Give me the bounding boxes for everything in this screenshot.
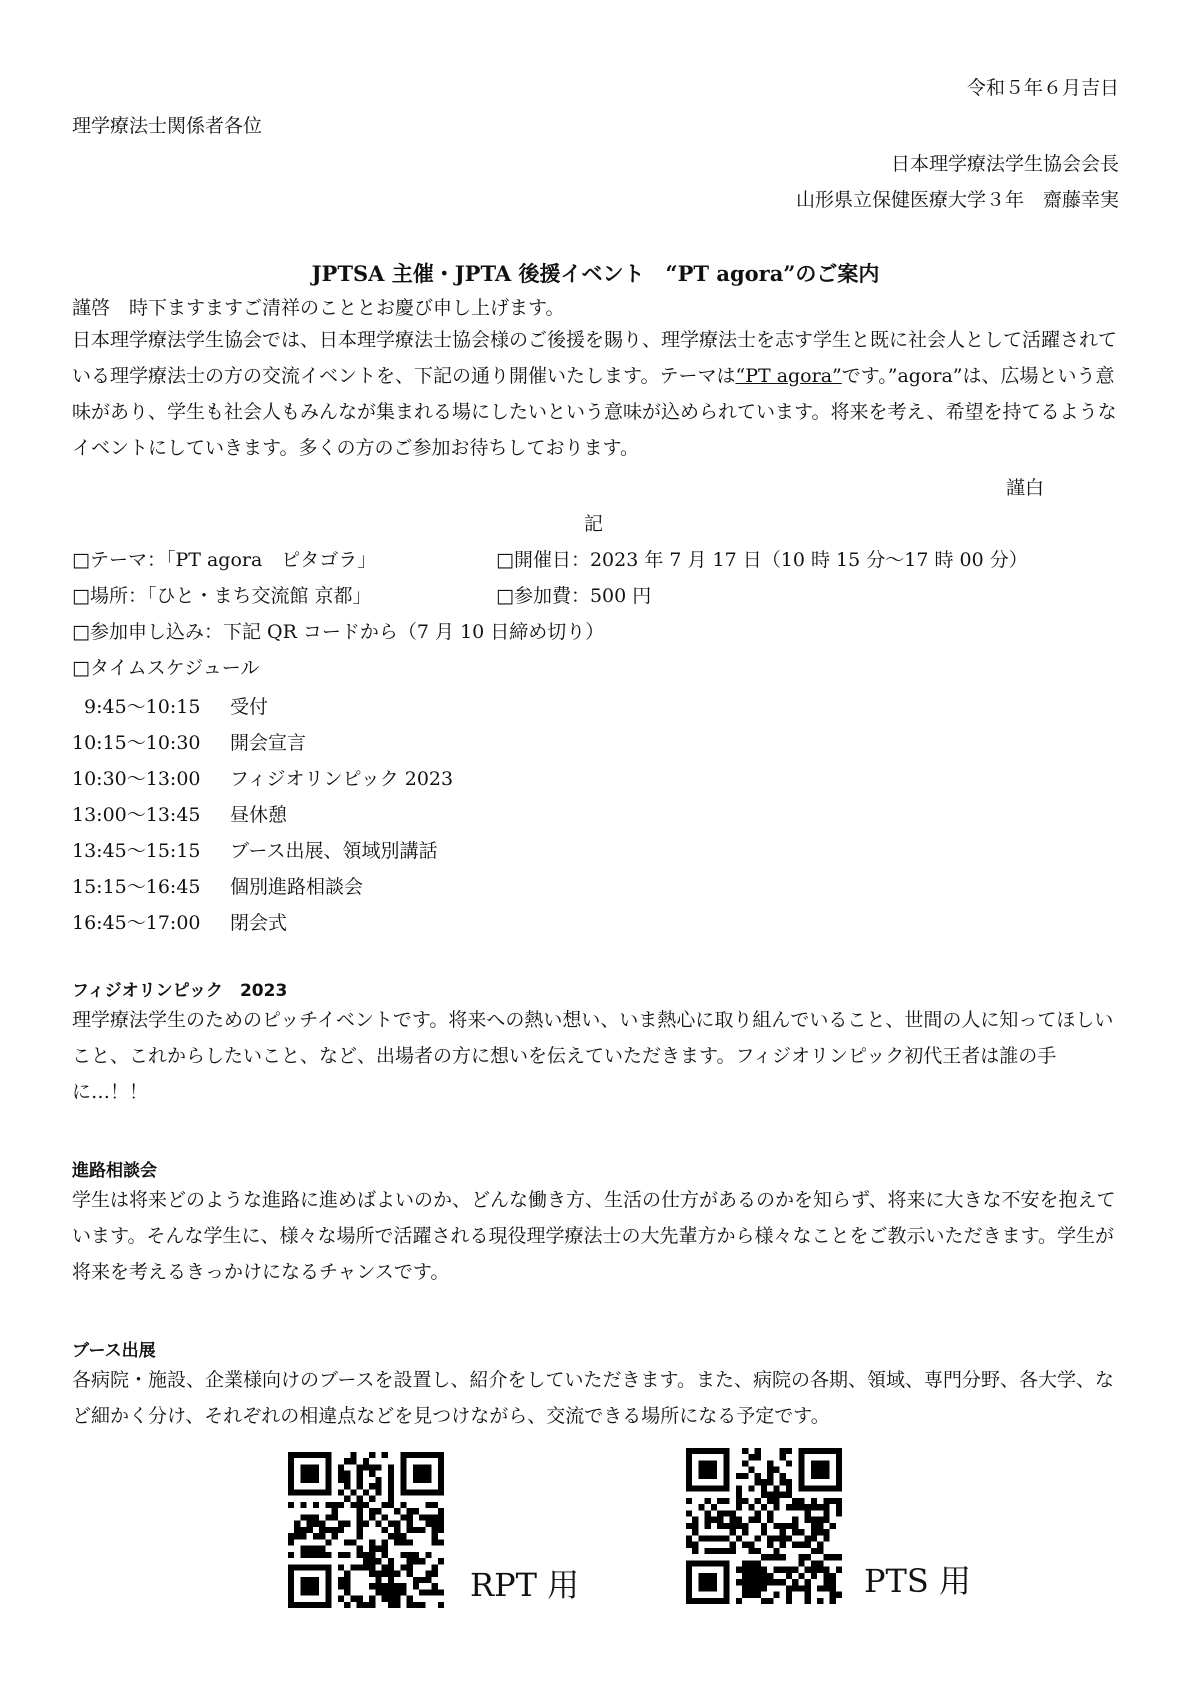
section-heading-booth: ブース出展	[72, 1341, 156, 1361]
greeting: 謹啓 時下ますますご清祥のこととお慶び申し上げます。	[72, 297, 565, 319]
closing-word: 謹白	[1006, 477, 1045, 499]
schedule-time: 9:45～10:15	[84, 696, 201, 718]
section-body-career: 学生は将来どのような進路に進めばよいのか、どんな働き方、生活の仕方があるのかを知らず、将来に大きな不安を抱えています。そんな学生に、様々な場所で活躍される現役理学療法士の大先輩方から様々なことをご教示いただきます。学生が将来を考えるきっかけになるチャンスです。	[72, 1189, 1116, 1283]
qr-label-rpt: RPT 用	[470, 1566, 580, 1604]
schedule-time: 10:30～13:00	[72, 768, 201, 790]
qr-label-pts: PTS 用	[864, 1562, 971, 1600]
detail-venue: □場所：「ひと・まち交流館 京都」	[72, 585, 372, 607]
schedule-time: 13:00～13:45	[72, 804, 201, 826]
sender-title: 日本理学療法学生協会会長	[890, 153, 1119, 175]
document-title: JPTSA 主催・JPTA 後援イベント “PT agora”のご案内	[311, 261, 880, 286]
intro-paragraph	[72, 322, 1122, 466]
schedule-label: □タイムスケジュール	[72, 657, 260, 679]
schedule-time: 15:15～16:45	[72, 876, 201, 898]
schedule-item: 個別進路相談会	[230, 876, 364, 898]
section-body-physiolympic: 理学療法学生のためのピッチイベントです。将来への熱い想い、いま熱心に取り組んでいること、世間の人に知ってほしいこと、これからしたいこと、など、出場者の方に想いを伝えていただきます。フィジオリンピック初代王者は誰の手に…！！	[72, 1009, 1114, 1103]
section-heading-career: 進路相談会	[72, 1161, 157, 1181]
qr-code-icon[interactable]	[686, 1448, 842, 1604]
schedule-time: 16:45～17:00	[72, 912, 201, 934]
recipient: 理学療法士関係者各位	[72, 115, 263, 137]
detail-date: □開催日：2023 年 7 月 17 日（10 時 15 分～17 時 00 分）	[496, 549, 1028, 571]
theme-link[interactable]: “PT agora”	[735, 365, 842, 387]
detail-fee: □参加費：500 円	[496, 585, 652, 607]
schedule-item: 開会宣言	[230, 732, 307, 754]
schedule-item: 閉会式	[230, 912, 288, 934]
qr-code-icon[interactable]	[288, 1452, 444, 1608]
schedule-item: 昼休憩	[230, 804, 288, 826]
schedule-time: 13:45～15:15	[72, 840, 201, 862]
ki-mark: 記	[584, 513, 604, 535]
section-body-booth: 各病院・施設、企業様向けのブースを設置し、紹介をしていただきます。また、病院の各期、領域、専門分野、各大学、など細かく分け、それぞれの相違点などを見つけながら、交流できる場所になる予定です。	[72, 1369, 1114, 1427]
detail-theme: □テーマ：「PT agora ピタゴラ」	[72, 549, 377, 571]
intro-text-b: です。”agora”は、広場という意味があり、学生も社会人もみんなが集まれる場にしたいという意味が込められています。将来を考え、希望を持てるようなイベントにしていきます。多くの方のご参加お待ちしております。	[72, 365, 1117, 459]
schedule-item: 受付	[230, 696, 269, 718]
section-heading-physiolympic: フィジオリンピック 2023	[72, 981, 288, 1001]
intro-text-a: 日本理学療法学生協会では、日本理学療法士協会様のご後援を賜り、理学療法士を志す学生と既に社会人として活躍されている理学療法士の方の交流イベントを、下記の通り開催いたします。テーマは	[72, 329, 1118, 387]
document-date: 令和５年６月吉日	[966, 77, 1119, 99]
schedule-item: フィジオリンピック 2023	[230, 768, 454, 790]
schedule-item: ブース出展、領域別講話	[230, 840, 438, 862]
detail-apply: □参加申し込み：下記 QR コードから（7 月 10 日締め切り）	[72, 621, 605, 643]
schedule-time: 10:15～10:30	[72, 732, 201, 754]
sender-name: 山形県立保健医療大学３年 齋藤幸実	[795, 189, 1119, 211]
